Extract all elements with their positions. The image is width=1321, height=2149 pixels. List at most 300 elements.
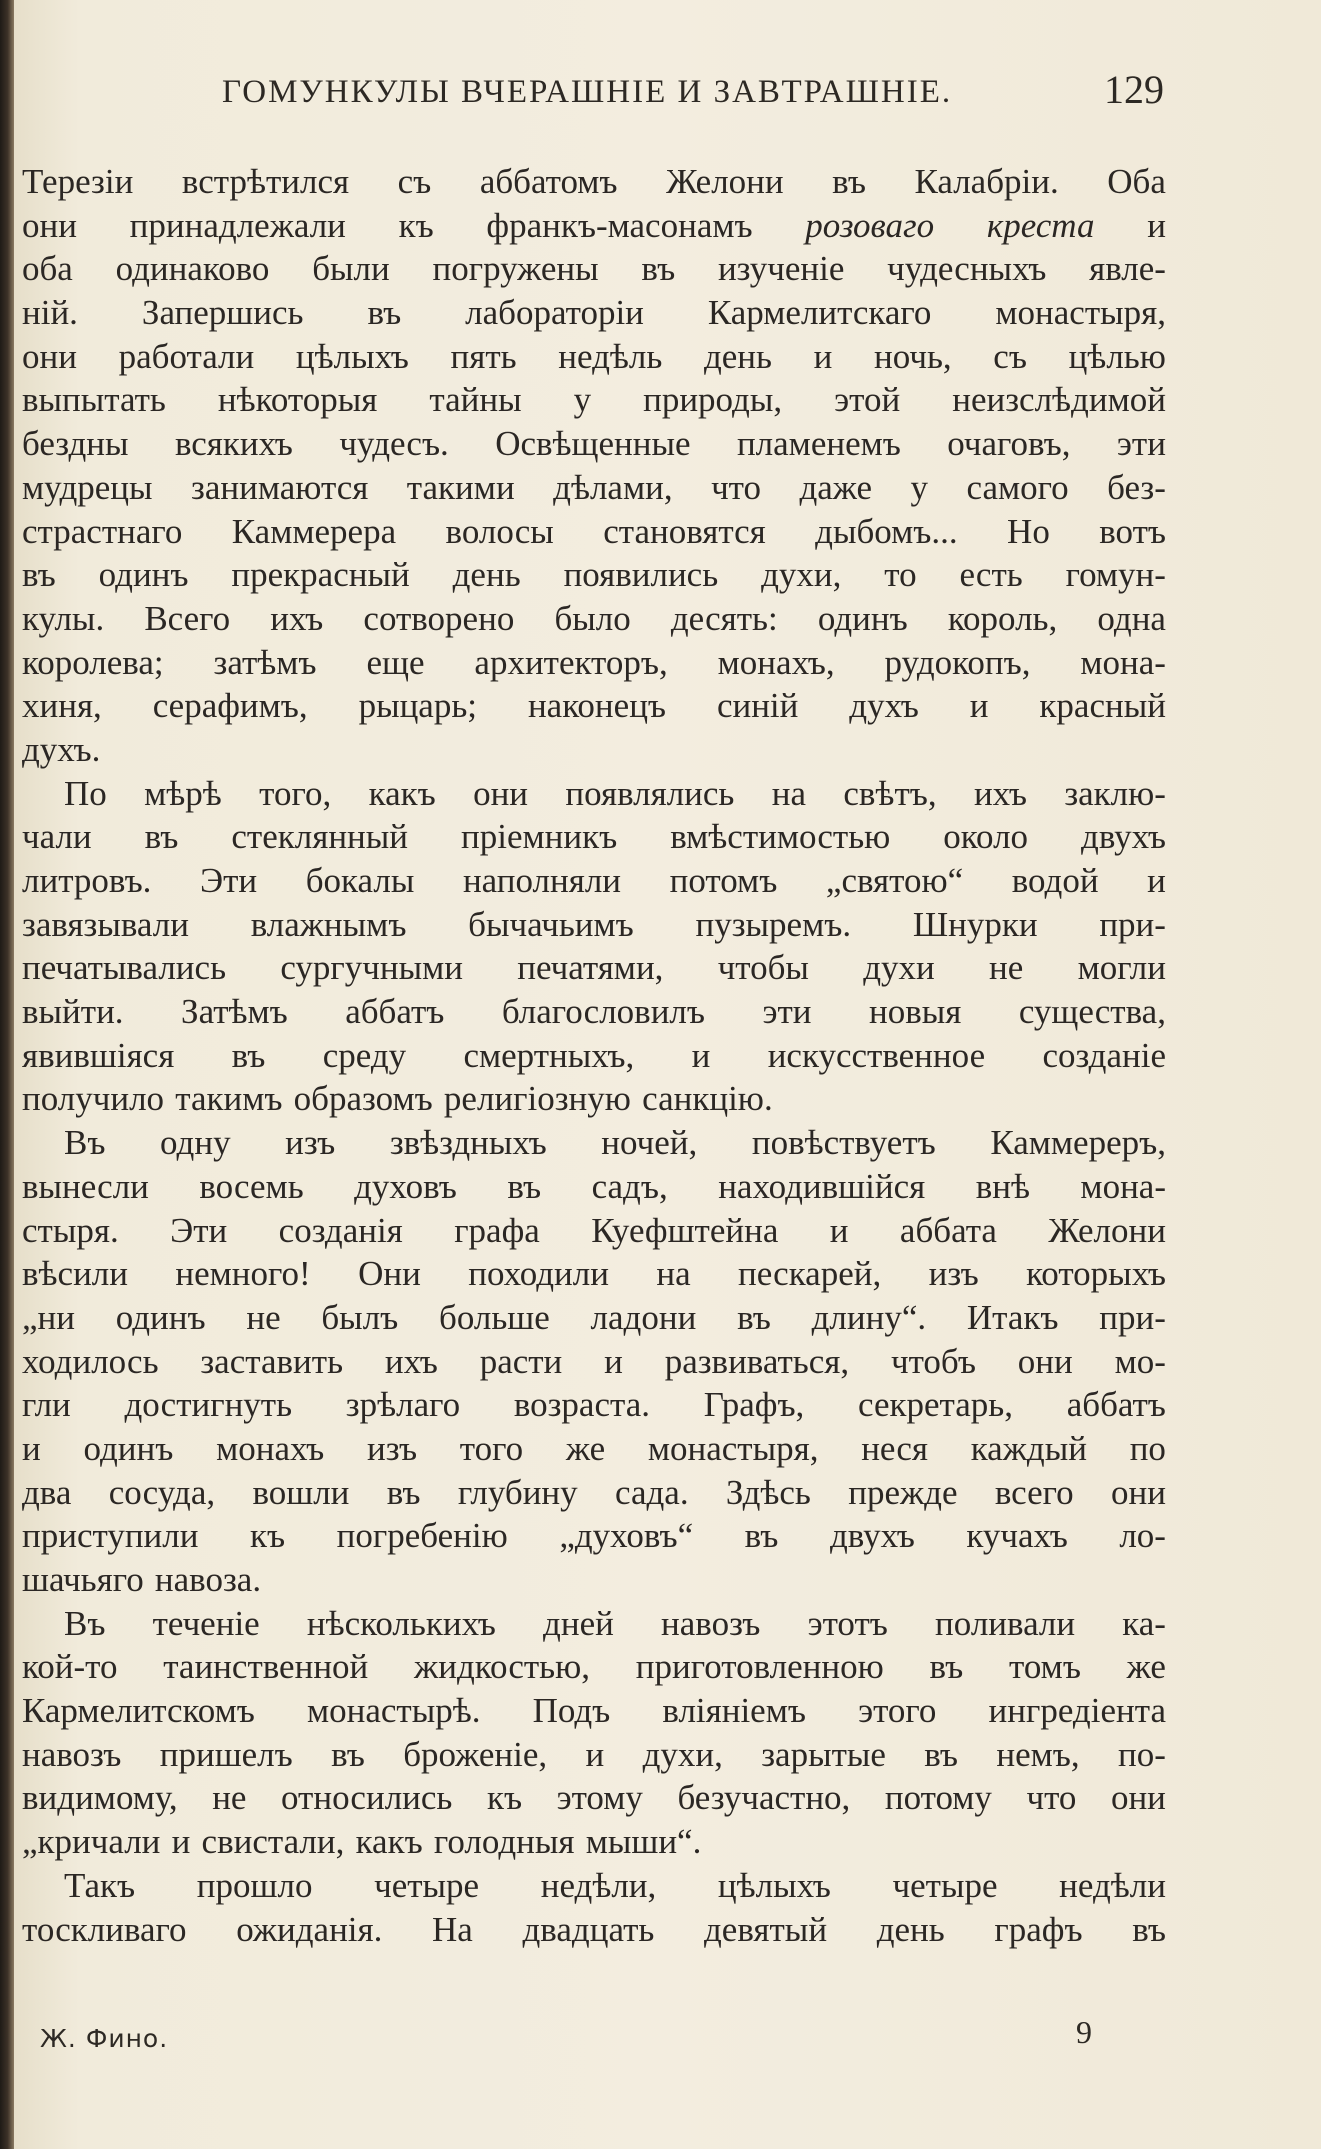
word: наконецъ: [527, 686, 667, 726]
word: къ: [250, 1516, 286, 1556]
text-line: [22, 1340, 1166, 1384]
word: серафимъ,: [152, 686, 308, 726]
word: одна: [1097, 598, 1166, 638]
word: походили: [468, 1254, 609, 1294]
word: сургучными: [280, 948, 463, 988]
word: Желони: [1048, 1210, 1166, 1250]
word: въ: [929, 1647, 964, 1687]
word: съ: [397, 162, 432, 201]
word: получило: [22, 1079, 165, 1119]
word: немъ,: [996, 1734, 1080, 1774]
word: Въ: [64, 1603, 106, 1643]
word: „кричали: [22, 1822, 161, 1862]
word: къ: [486, 1778, 523, 1818]
word: въ: [386, 1472, 421, 1512]
word: чтобъ: [890, 1341, 976, 1381]
word: сотворено: [363, 598, 515, 638]
sheet-number: 9: [1076, 2014, 1092, 2050]
word: самого: [966, 467, 1069, 507]
word: чудесъ.: [339, 424, 449, 464]
word: новыя: [869, 992, 962, 1032]
word: изъ: [285, 1123, 336, 1163]
text-line: [22, 641, 1166, 685]
word: же: [1126, 1647, 1166, 1687]
word: дѣлами,: [553, 467, 673, 507]
word: ходилось: [22, 1341, 159, 1381]
word: изъ: [928, 1254, 979, 1294]
page-header: [0, 62, 1321, 122]
word: неся: [861, 1428, 928, 1468]
word: по-: [1118, 1734, 1166, 1774]
word: они: [1111, 1472, 1166, 1512]
word: и: [22, 1428, 41, 1468]
word: тоскливаго: [22, 1909, 187, 1949]
word: занимаются: [191, 467, 369, 507]
word: свѣтъ,: [843, 773, 937, 813]
word: наполняли: [462, 861, 622, 900]
word: неизслѣдимой: [952, 380, 1166, 420]
text-line: [22, 684, 1166, 728]
word: развиваться,: [664, 1341, 850, 1381]
text-line: [22, 378, 1166, 422]
word: явившіяся: [22, 1035, 175, 1075]
word: и: [604, 1341, 623, 1381]
word: бычачьимъ: [468, 904, 634, 944]
word: тайны: [429, 380, 522, 420]
word: вотъ: [1099, 511, 1166, 551]
word: Эти: [170, 1210, 228, 1250]
word: пришелъ: [159, 1734, 293, 1774]
word: они: [1017, 1341, 1073, 1381]
word: недѣль: [558, 336, 663, 376]
text-line: [22, 1034, 1166, 1078]
word: очаговъ,: [947, 424, 1071, 464]
word: у: [573, 380, 592, 420]
word: еще: [366, 642, 425, 682]
word: кой-то: [22, 1647, 118, 1687]
word: франкъ-масонамъ: [486, 205, 753, 245]
word: день: [876, 1909, 945, 1949]
word: появились: [563, 555, 719, 595]
word: навозъ: [22, 1734, 122, 1774]
word: кучахъ: [966, 1516, 1068, 1556]
word: монахъ,: [717, 642, 835, 682]
word: ній.: [22, 293, 78, 333]
word: двухъ: [829, 1516, 915, 1556]
text-line: [22, 466, 1166, 510]
word: погребенію: [336, 1516, 508, 1556]
word: мона-: [1080, 642, 1166, 682]
page-footer: [0, 2010, 1321, 2070]
word: розоваго: [805, 205, 935, 245]
word: не: [212, 1778, 247, 1818]
word: стыря.: [22, 1210, 119, 1250]
text-line: [22, 160, 1166, 204]
word: бездны: [22, 424, 129, 464]
word: въ: [22, 555, 56, 595]
word: зрѣлаго: [345, 1385, 461, 1425]
word: приступили: [22, 1516, 199, 1556]
word: Подъ: [532, 1691, 611, 1731]
word: и: [691, 1035, 711, 1075]
word: навоза.: [154, 1560, 262, 1599]
word: цѣлью: [1068, 336, 1166, 376]
word: зарытые: [761, 1734, 886, 1774]
text-line: [22, 1776, 1166, 1820]
word: ладони: [590, 1297, 697, 1337]
word: ихъ: [270, 598, 324, 638]
word: монастыря,: [995, 293, 1166, 333]
word: архитекторъ,: [474, 642, 668, 682]
word: графъ: [994, 1909, 1083, 1949]
word: въ: [1132, 1909, 1166, 1949]
word: пузыремъ.: [695, 904, 852, 944]
word: графа: [454, 1210, 540, 1250]
text-line: [22, 990, 1166, 1034]
word: въ: [924, 1734, 959, 1774]
word: Освѣщенные: [495, 424, 691, 464]
word: каждый: [970, 1428, 1087, 1468]
word: принадлежали: [129, 205, 346, 245]
word: одинъ: [115, 1297, 206, 1337]
word: въ: [367, 293, 402, 333]
word: нѣкоторыя: [217, 380, 378, 420]
word: синій: [716, 686, 799, 726]
word: и: [829, 1210, 849, 1250]
word: эти: [762, 992, 812, 1032]
word: аббатъ: [1066, 1385, 1166, 1425]
word: всякихъ: [174, 424, 293, 464]
word: двухъ: [1081, 817, 1166, 857]
word: четыре: [374, 1865, 480, 1905]
word: сада.: [615, 1472, 689, 1512]
word: восемь: [199, 1166, 304, 1206]
word: среду: [322, 1035, 407, 1075]
word: Они: [358, 1254, 421, 1294]
word: повѣствуетъ: [751, 1123, 936, 1163]
word: образомъ: [293, 1079, 433, 1119]
word: въ: [331, 1734, 365, 1774]
word: этотъ: [807, 1603, 888, 1643]
word: они: [1110, 1778, 1166, 1818]
word: гомун-: [1065, 555, 1166, 595]
book-spine-shadow: [0, 0, 14, 2149]
text-line: [22, 597, 1166, 641]
word: мѣрѣ: [144, 773, 222, 813]
word: глубину: [457, 1472, 578, 1512]
word: этого: [858, 1691, 937, 1731]
word: десять:: [670, 598, 778, 638]
word: относились: [281, 1778, 453, 1818]
text-line: [22, 422, 1166, 466]
word: какъ: [355, 1822, 423, 1862]
word: чали: [22, 817, 92, 857]
word: Куефштейна: [591, 1210, 779, 1250]
word: монастыря,: [647, 1428, 819, 1468]
word: день: [703, 336, 772, 376]
word: аббатъ: [345, 992, 445, 1032]
word: было: [554, 598, 631, 638]
word: вмѣстимостью: [670, 817, 891, 857]
word: безучастно,: [677, 1778, 851, 1818]
word: секретарь,: [858, 1385, 1014, 1425]
text-line: [22, 772, 1166, 816]
word: Терезіи: [22, 162, 134, 201]
word: печатями,: [517, 948, 664, 988]
word: „ни: [22, 1297, 75, 1337]
word: гли: [22, 1385, 71, 1425]
word: становятся: [603, 511, 766, 551]
word: Итакъ: [966, 1297, 1059, 1337]
word: духъ.: [22, 729, 101, 769]
word: день: [452, 555, 521, 595]
word: королева;: [22, 642, 164, 682]
word: затѣмъ: [213, 642, 317, 682]
word: печатывались: [22, 948, 227, 988]
word: духовъ: [354, 1166, 457, 1206]
word: видимому,: [22, 1778, 178, 1818]
page-number: 129: [1104, 67, 1164, 112]
text-line: [22, 204, 1166, 248]
word: есть: [959, 555, 1023, 595]
word: не: [246, 1297, 281, 1337]
word: рудокопъ,: [884, 642, 1031, 682]
word: томъ: [1009, 1647, 1081, 1687]
word: религіозную: [443, 1079, 631, 1119]
word: одинъ: [83, 1428, 174, 1468]
word: Эти: [200, 861, 258, 900]
text-line: [22, 1820, 1166, 1864]
word: двадцать: [522, 1909, 655, 1949]
word: что: [711, 467, 761, 507]
text-line: [22, 1383, 1166, 1427]
word: въ: [737, 1297, 771, 1337]
word: прекрасный: [231, 555, 410, 595]
word: оба: [22, 249, 73, 289]
word: потомъ: [669, 861, 778, 900]
word: жидкостью,: [414, 1647, 591, 1687]
word: одинъ: [817, 598, 908, 638]
word: недѣли,: [540, 1865, 657, 1905]
word: какъ: [368, 773, 436, 813]
word: четыре: [892, 1865, 998, 1905]
word: прежде: [848, 1472, 958, 1512]
word: одну: [160, 1123, 231, 1163]
word: существа,: [1018, 992, 1166, 1032]
text-line: [22, 1252, 1166, 1296]
word: у: [910, 467, 929, 507]
word: изъ: [366, 1428, 418, 1468]
word: свистали,: [201, 1822, 345, 1862]
word: смертныхъ,: [463, 1035, 635, 1075]
word: эти: [1116, 424, 1166, 464]
text-line: [22, 1514, 1166, 1558]
word: этой: [834, 380, 901, 420]
word: такими: [406, 467, 515, 507]
word: могли: [1077, 948, 1166, 988]
word: явле-: [1089, 249, 1166, 289]
word: дыбомъ...: [815, 511, 958, 551]
word: дней: [543, 1603, 614, 1643]
word: духъ: [849, 686, 919, 726]
word: мона-: [1080, 1166, 1166, 1206]
word: были: [312, 249, 390, 289]
word: въ: [231, 1035, 266, 1075]
word: прошло: [196, 1865, 313, 1905]
word: выйти.: [22, 992, 124, 1032]
word: чтобы: [717, 948, 809, 988]
word: на: [771, 773, 807, 813]
word: внѣ: [975, 1166, 1030, 1206]
text-line: [22, 1558, 1166, 1602]
word: потому: [884, 1778, 992, 1818]
word: и: [1147, 205, 1166, 245]
word: на: [656, 1254, 691, 1294]
word: вліяніемъ: [662, 1691, 806, 1731]
text-line: [22, 903, 1166, 947]
word: садъ,: [591, 1166, 668, 1206]
text-line: [22, 1689, 1166, 1733]
word: работали: [118, 336, 255, 376]
word: лабораторіи: [465, 293, 644, 333]
text-line: [22, 1908, 1166, 1952]
word: благословилъ: [501, 992, 705, 1032]
word: въ: [641, 249, 676, 289]
word: пріемникъ: [461, 817, 618, 857]
word: аббата: [899, 1210, 997, 1250]
word: въ: [507, 1166, 542, 1206]
word: девятый: [704, 1909, 828, 1949]
word: погружены: [432, 249, 599, 289]
word: завязывали: [22, 904, 189, 944]
word: бокалы: [305, 861, 415, 900]
word: и: [813, 336, 833, 376]
text-line: [22, 946, 1166, 990]
word: духи: [863, 948, 935, 988]
word: „святою“: [825, 861, 964, 900]
word: они: [473, 773, 529, 813]
text-line: [22, 1645, 1166, 1689]
word: даже: [799, 467, 873, 507]
word: въ: [144, 817, 179, 857]
word: этому: [556, 1778, 643, 1818]
word: находившійся: [718, 1166, 926, 1206]
word: литровъ.: [22, 861, 152, 900]
word: красный: [1039, 686, 1166, 726]
word: встрѣтился: [181, 162, 350, 201]
word: монастырѣ.: [306, 1691, 481, 1731]
word: къ: [398, 205, 434, 245]
word: ночь,: [874, 336, 952, 376]
word: они: [22, 205, 77, 245]
word: созданія: [278, 1210, 403, 1250]
word: Оба: [1107, 162, 1166, 201]
word: Кармелитскомъ: [22, 1691, 255, 1731]
word: теченіе: [152, 1603, 260, 1643]
word: без-: [1107, 467, 1166, 507]
word: былъ: [321, 1297, 399, 1337]
word: пескарей,: [738, 1254, 882, 1294]
word: больше: [439, 1297, 550, 1337]
word: страстнаго: [22, 511, 183, 551]
word: того,: [259, 773, 332, 813]
word: „духовъ“: [559, 1516, 694, 1556]
word: искусственное: [767, 1035, 986, 1075]
word: достигнуть: [124, 1385, 293, 1425]
text-line: [22, 1296, 1166, 1340]
word: Графъ,: [703, 1385, 805, 1425]
word: стеклянный: [231, 817, 409, 857]
word: ло-: [1119, 1516, 1166, 1556]
word: Здѣсь: [725, 1472, 811, 1512]
word: Калабріи.: [914, 162, 1059, 201]
word: около: [943, 817, 1029, 857]
word: санкцію.: [642, 1079, 773, 1119]
word: заклю-: [1064, 773, 1166, 813]
word: созданіе: [1042, 1035, 1166, 1075]
word: такимъ: [175, 1079, 283, 1119]
word: Запершись: [141, 293, 304, 333]
word: Кармелитскаго: [707, 293, 932, 333]
word: возраста.: [513, 1385, 651, 1425]
word: ожиданія.: [236, 1909, 383, 1949]
word: мудрецы: [22, 467, 153, 507]
word: при-: [1099, 1297, 1166, 1337]
text-line: [22, 1121, 1166, 1165]
word: водой: [1011, 861, 1099, 900]
text-line: [22, 859, 1166, 903]
word: Каммерера: [231, 511, 397, 551]
word: сосуда,: [108, 1472, 216, 1512]
word: расти: [479, 1341, 563, 1381]
word: изученіе: [717, 249, 845, 289]
word: На: [432, 1909, 473, 1949]
word: поливали: [935, 1603, 1076, 1643]
word: броженіе,: [403, 1734, 548, 1774]
word: Всего: [144, 598, 231, 638]
word: заставить: [200, 1341, 344, 1381]
text-line: [22, 1864, 1166, 1908]
word: съ: [993, 336, 1027, 376]
word: появлялись: [565, 773, 735, 813]
word: Затѣмъ: [181, 992, 288, 1032]
text-line: [22, 335, 1166, 379]
word: вѣсили: [22, 1254, 128, 1294]
word: выпытать: [22, 380, 166, 420]
word: приготовленною: [635, 1647, 884, 1687]
word: нѣсколькихъ: [306, 1603, 496, 1643]
word: пять: [450, 336, 517, 376]
text-line: [22, 291, 1166, 335]
word: и: [969, 686, 989, 726]
word: мо-: [1114, 1341, 1166, 1381]
word: по: [1129, 1428, 1166, 1468]
word: ихъ: [384, 1341, 438, 1381]
word: влажнымъ: [250, 904, 407, 944]
text-line: [22, 815, 1166, 859]
word: таинственной: [163, 1647, 369, 1687]
word: и: [171, 1822, 191, 1862]
word: при-: [1099, 904, 1166, 944]
word: то: [884, 555, 917, 595]
word: Шнурки: [912, 904, 1038, 944]
word: въ: [744, 1516, 779, 1556]
word: Такъ: [64, 1865, 136, 1905]
text-line: [22, 1077, 1166, 1121]
word: и: [585, 1734, 605, 1774]
word: одинаково: [115, 249, 270, 289]
text-line: [22, 1471, 1166, 1515]
